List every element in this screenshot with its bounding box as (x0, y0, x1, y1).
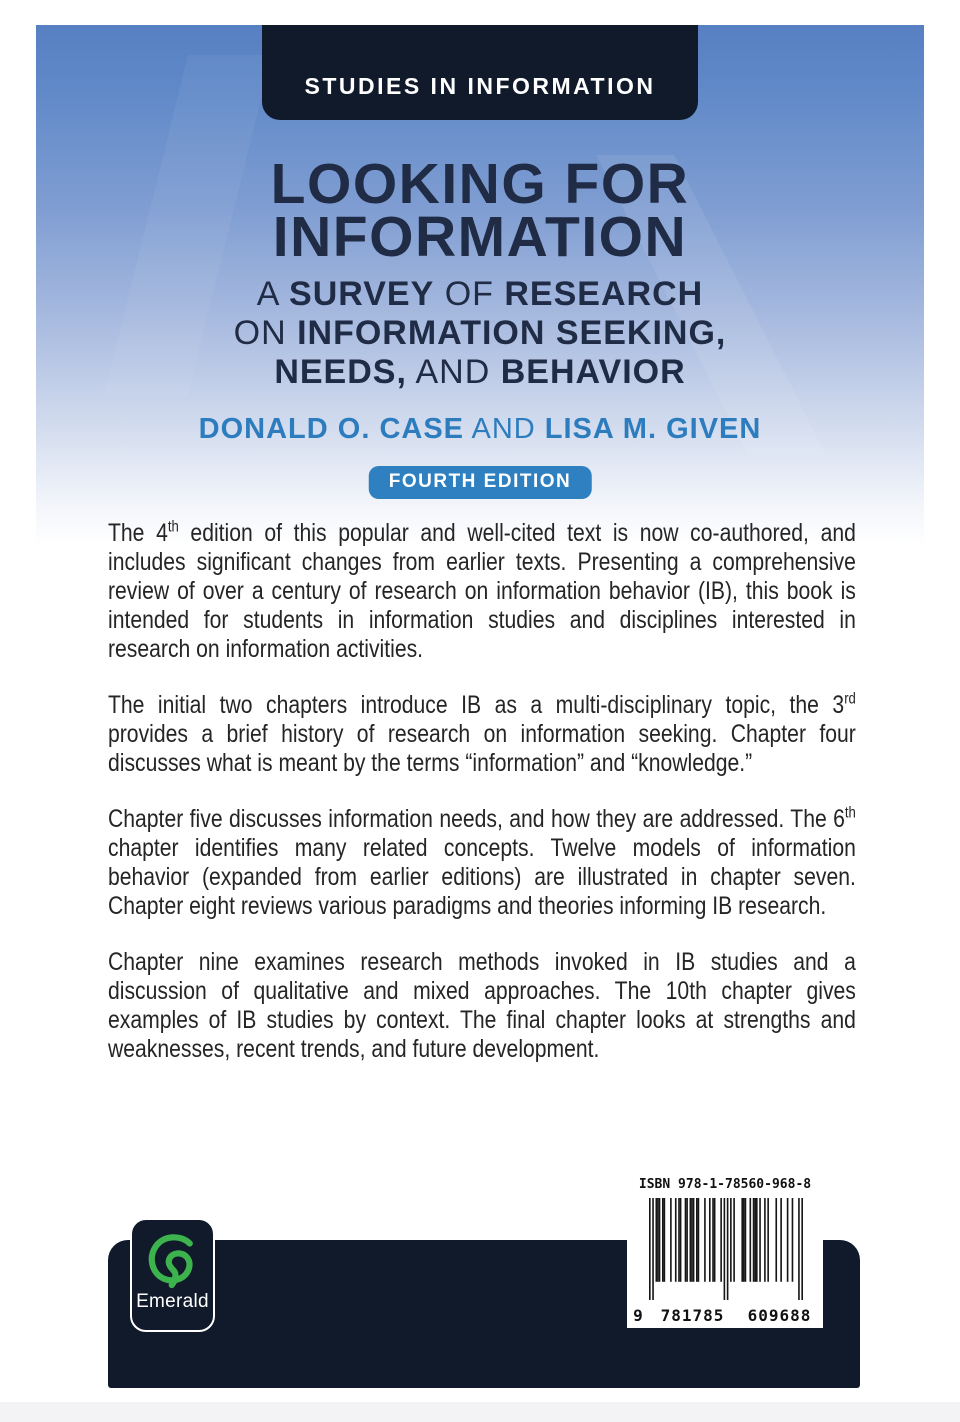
series-badge (262, 25, 698, 120)
subtitle-line-1: A SURVEY OF RESEARCH (256, 275, 704, 313)
subtitle-line-2: ON INFORMATION SEEKING, (233, 314, 727, 352)
author-line: DONALD O. CASE AND LISA M. GIVEN (198, 413, 762, 445)
synopsis-paragraph-1: The 4th edition of this popular and well-cited text is now co-authored, and includes significant changes from earlier texts. Presenting a comprehensive review of over a century of research on information behavior (IB), this book is intended for students in information studies and disciplines interested in research on information activities. (108, 518, 856, 663)
synopsis (108, 519, 856, 1091)
barcode-digit-group1: 781785 (660, 1306, 725, 1325)
isbn-label: ISBN 978-1-78560-968-8 (638, 1177, 812, 1192)
publisher-logo-tab (130, 1218, 215, 1332)
barcode-digits (627, 1306, 823, 1325)
barcode-panel (627, 1172, 823, 1328)
book-title (36, 152, 924, 269)
edition-badge: FOURTH EDITION (369, 466, 592, 499)
ean-barcode (649, 1198, 803, 1300)
barcode-digit-lead: 9 (633, 1306, 643, 1325)
series-badge-label: STUDIES IN INFORMATION (304, 73, 656, 99)
book-back-cover (36, 25, 924, 1400)
title-line-2: INFORMATION (272, 205, 688, 269)
title-line-1: LOOKING FOR (270, 152, 690, 216)
subtitle-line-3: NEEDS, AND BEHAVIOR (274, 353, 686, 391)
book-subtitle (36, 275, 924, 392)
synopsis-paragraph-3: Chapter five discusses information needs, and how they are addressed. The 6th chapter identifies many related concepts. Twelve models of information behavior (expanded from earlier editions) are illustrated in chapter seven. Chapter eight reviews various paradigms and theories informing IB research. (108, 804, 856, 920)
emerald-spiral-icon (142, 1228, 204, 1290)
synopsis-paragraph-4: Chapter nine examines research methods invoked in IB studies and a discussion of qualitative and mixed approaches. The 10th chapter gives examples of IB studies by context. The final chapter looks at strengths and weaknesses, recent trends, and future development. (108, 948, 856, 1063)
synopsis-paragraph-2: The initial two chapters introduce IB as a multi-disciplinary topic, the 3rd provides a brief history of research on information seeking. Chapter four discusses what is meant by the terms “information” and “knowledge.” (108, 690, 856, 777)
barcode-digit-group2: 609688 (747, 1306, 812, 1325)
publisher-name: Emerald (136, 1291, 209, 1312)
page-edge-strip (0, 1402, 960, 1422)
